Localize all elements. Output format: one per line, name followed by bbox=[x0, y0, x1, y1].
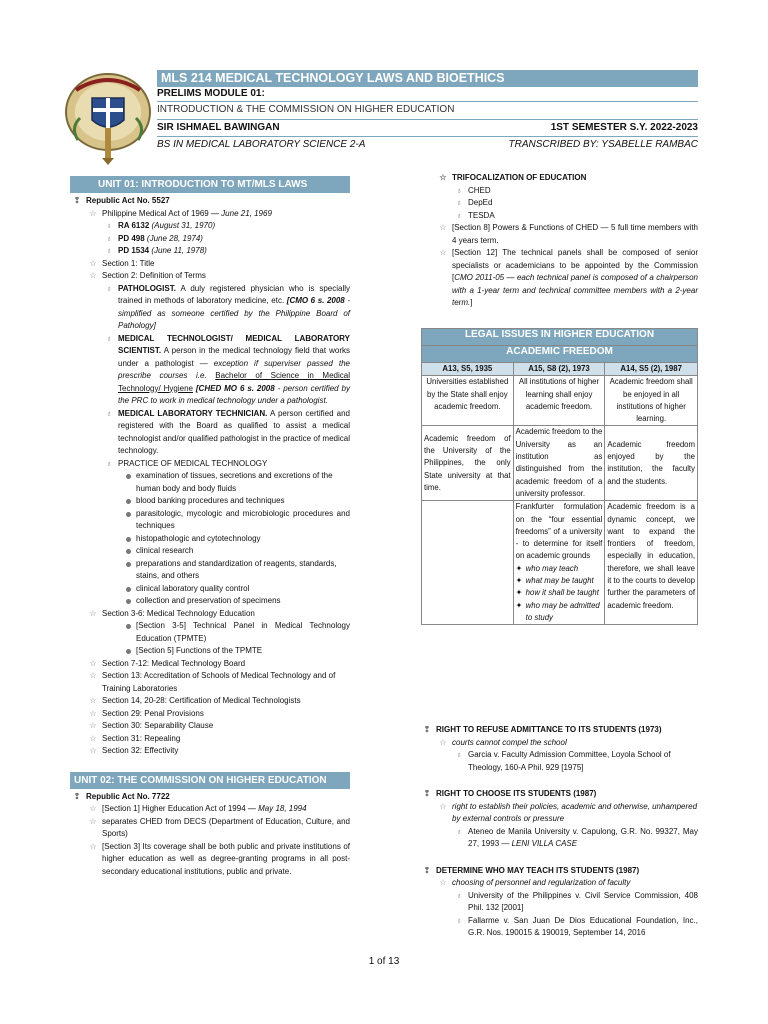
list-item: ☆ Section 2: Definition of Terms bbox=[70, 270, 350, 283]
list-item: parasitologic, mycologic and microbiologic procedures and techniques bbox=[70, 508, 350, 533]
table-cell: Academic freedom of the University of the Philippines, the only State university at that time. bbox=[422, 426, 514, 501]
list-item: ☆ [Section 12] The technical panels shall be composed of senior specialists or academicians to be appointed by the Commission [CMO 2011-05 — each technical panel is composed of a chairperson with a 1-year term and technical committee members with a 2-year term.] bbox=[420, 247, 698, 310]
table-header: A14, S5 (2), 1987 bbox=[605, 363, 698, 376]
list-item: ☆ separates CHED from DECS (Department of Education, Culture, and Sports) bbox=[70, 816, 350, 841]
unit2-title: UNIT 02: THE COMMISSION ON HIGHER EDUCATION bbox=[70, 772, 350, 789]
instructor: SIR ISHMAEL BAWINGAN bbox=[157, 122, 280, 133]
dot-bullet-icon bbox=[126, 512, 131, 517]
list-item: ☆ [Section 3] Its coverage shall be both public and private institutions of higher education as well as degree-granting programs in all post-secondary educational institutions, public and private. bbox=[70, 841, 350, 879]
list-item: histopathologic and cytotechnology bbox=[70, 533, 350, 546]
semester: 1ST SEMESTER S.Y. 2022-2023 bbox=[550, 122, 698, 133]
table-row bbox=[422, 376, 698, 426]
list-item: collection and preservation of specimens bbox=[70, 595, 350, 608]
dot-bullet-icon bbox=[126, 474, 131, 479]
bulb-bullet-icon: ♁ bbox=[106, 408, 112, 418]
bulb-bullet-icon: ♁ bbox=[456, 915, 462, 925]
list-item: [Section 5] Functions of the TPMTE bbox=[70, 645, 350, 658]
trifocal-list bbox=[420, 172, 698, 310]
star-bullet-icon: ☆ bbox=[439, 248, 447, 257]
star-bullet-icon: ☆ bbox=[89, 658, 97, 668]
list-item: ♁ PD 498 (June 28, 1974) bbox=[70, 233, 350, 246]
star-bullet-icon: ☆ bbox=[439, 878, 447, 887]
course-title: MLS 214 MEDICAL TECHNOLOGY LAWS AND BIOETHICS bbox=[157, 70, 698, 87]
star-bullet-icon: ☆ bbox=[89, 671, 97, 680]
table-cell bbox=[422, 501, 514, 625]
list-item: ☆ courts cannot compel the school bbox=[420, 737, 698, 750]
list-item: clinical laboratory quality control bbox=[70, 583, 350, 596]
list-item: examination of tissues, secretions and excretions of the human body and body fluids bbox=[70, 470, 350, 495]
table-cell: Academic freedom shall be enjoyed in all institutions of higher learning. bbox=[605, 376, 698, 426]
list-item: [Section 3-5] Technical Panel in Medical Technology Education (TPMTE) bbox=[70, 620, 350, 645]
bulb-bullet-icon: ❢ bbox=[73, 791, 81, 801]
transcriber: TRANSCRIBED BY: YSABELLE RAMBAC bbox=[508, 139, 698, 150]
page-number: 1 of 13 bbox=[368, 956, 400, 967]
diamond-bullet-icon: ✦ bbox=[515, 588, 523, 598]
diamond-bullet-icon: ✦ bbox=[515, 600, 523, 610]
dot-bullet-icon bbox=[126, 549, 131, 554]
table-cell: Academic freedom to the University as an institution as distinguished from the academic freedom of a university professor. bbox=[513, 426, 605, 501]
star-bullet-icon: ☆ bbox=[89, 271, 97, 280]
list-item: ☆ Section 1: Title bbox=[70, 258, 350, 271]
list-item: ❢ RIGHT TO CHOOSE ITS STUDENTS (1987) bbox=[420, 788, 698, 801]
list-item: ☆ choosing of personnel and regularization of faculty bbox=[420, 877, 698, 890]
list-item: ☆ Section 14, 20-28: Certification of Medical Technologists bbox=[70, 695, 350, 708]
issues-section bbox=[420, 724, 698, 940]
list-item: preparations and standardization of reagents, standards, stains, and others bbox=[70, 558, 350, 583]
list-item: ♁ MEDICAL TECHNOLOGIST/ MEDICAL LABORATORY SCIENTIST. A person in the medical technology field that works under a pathologist — exception if superviser passed the prescribe courses i.e. Bachelor of Science in Medical Technology/ Hygiene [CHED MO 6 s. 2008 - person certified by the PRC to work in medical technology under a pathologist. bbox=[70, 333, 350, 408]
bulb-bullet-icon: ♁ bbox=[456, 210, 462, 220]
list-item: ☆ [Section 1] Higher Education Act of 1994 — May 18, 1994 bbox=[70, 803, 350, 816]
dot-bullet-icon bbox=[126, 624, 131, 629]
table-row bbox=[422, 501, 698, 625]
left-column bbox=[70, 176, 350, 878]
list-item: clinical research bbox=[70, 545, 350, 558]
list-item: blood banking procedures and techniques bbox=[70, 495, 350, 508]
list-item: ♁ Garcia v. Faculty Admission Committee, Loyola School of Theology, 160-A Phil. 929 [1975] bbox=[420, 749, 698, 774]
list-item: ☆ right to establish their policies, academic and otherwise, unhampered by external controls or pressure bbox=[420, 801, 698, 826]
star-bullet-icon: ☆ bbox=[89, 696, 97, 705]
list-item: ☆ Section 30: Separability Clause bbox=[70, 720, 350, 733]
star-bullet-icon: ☆ bbox=[89, 708, 97, 718]
unit1-list bbox=[70, 195, 350, 758]
bulb-bullet-icon: ♁ bbox=[456, 826, 462, 836]
right-column bbox=[420, 172, 698, 310]
star-bullet-icon: ☆ bbox=[439, 173, 447, 182]
list-item: ❢ Republic Act No. 7722 bbox=[70, 791, 350, 804]
star-bullet-icon: ☆ bbox=[439, 801, 447, 811]
list-item: ♁ PRACTICE OF MEDICAL TECHNOLOGY bbox=[70, 458, 350, 471]
diamond-bullet-icon: ✦ bbox=[515, 563, 523, 573]
table-cell: Frankfurter formulation on the “four essential freedoms” of a university - to determine for itself on academic grounds ✦ who may teach ✦ what may be taught ✦ how it shall be taught ✦ who may be admitted to study bbox=[513, 501, 605, 625]
list-item: ☆ [Section 8] Powers & Functions of CHED — 5 full time members with 4 years term. bbox=[420, 222, 698, 247]
list-item: ☆ Section 31: Repealing bbox=[70, 733, 350, 746]
dot-bullet-icon bbox=[126, 599, 131, 604]
star-bullet-icon: ☆ bbox=[439, 737, 447, 747]
list-item: ♁ MEDICAL LABORATORY TECHNICIAN. A person certified and registered with the Board as qualified to assist a medical technologist and/or qualified pathologist in the practice of medical technology. bbox=[70, 408, 350, 458]
table-cell: Academic freedom enjoyed by the institution, the faculty and the students. bbox=[605, 426, 698, 501]
bulb-bullet-icon: ♁ bbox=[456, 198, 462, 207]
bulb-bullet-icon: ♁ bbox=[456, 890, 462, 900]
table-header: A13, S5, 1935 bbox=[422, 363, 514, 376]
list-item: ☆ Section 13: Accreditation of Schools of Medical Technology and of Training Laboratories bbox=[70, 670, 350, 695]
list-item: ♁ PD 1534 (June 11, 1978) bbox=[70, 245, 350, 258]
list-item: ☆ TRIFOCALIZATION OF EDUCATION bbox=[420, 172, 698, 185]
diamond-bullet-icon: ✦ bbox=[515, 576, 523, 586]
list-item: ♁ TESDA bbox=[420, 210, 698, 223]
bulb-bullet-icon: ♁ bbox=[456, 185, 462, 195]
list-item: ♁ RA 6132 (August 31, 1970) bbox=[70, 220, 350, 233]
star-bullet-icon: ☆ bbox=[89, 208, 97, 218]
list-item: ♁ CHED bbox=[420, 185, 698, 198]
unit2-list bbox=[70, 791, 350, 879]
star-bullet-icon: ☆ bbox=[89, 804, 97, 813]
list-item: ☆ Section 7-12: Medical Technology Board bbox=[70, 658, 350, 671]
dot-bullet-icon bbox=[126, 537, 131, 542]
bulb-bullet-icon: ♁ bbox=[106, 221, 112, 230]
star-bullet-icon: ☆ bbox=[89, 733, 97, 743]
dot-bullet-icon bbox=[126, 562, 131, 567]
table-title: LEGAL ISSUES IN HIGHER EDUCATION bbox=[422, 329, 698, 346]
list-item: ♁ PATHOLOGIST. A duly registered physician who is specially trained in methods of laboratory medicine, etc. [CMO 6 s. 2008 - simplified as someone certified by the Philippine Board of Pathology] bbox=[70, 283, 350, 333]
list-item: ♁ University of the Philippines v. Civil Service Commission, 408 Phil. 132 [2001] bbox=[420, 890, 698, 915]
list-item: ❢ DETERMINE WHO MAY TEACH ITS STUDENTS (1987) bbox=[420, 865, 698, 878]
table-cell: Universities established by the State shall enjoy academic freedom. bbox=[422, 376, 514, 426]
list-item: ☆ Section 3-6: Medical Technology Education bbox=[70, 608, 350, 621]
dot-bullet-icon bbox=[126, 499, 131, 504]
list-item: ❢ Republic Act No. 5527 bbox=[70, 195, 350, 208]
bulb-bullet-icon: ♁ bbox=[456, 750, 462, 759]
star-bullet-icon: ☆ bbox=[89, 721, 97, 730]
module-label: PRELIMS MODULE 01: bbox=[157, 88, 265, 99]
list-item: ❢ RIGHT TO REFUSE ADMITTANCE TO ITS STUDENTS (1973) bbox=[420, 724, 698, 737]
table-subtitle: ACADEMIC FREEDOM bbox=[422, 346, 698, 363]
table-header: A15, S8 (2), 1973 bbox=[513, 363, 605, 376]
star-bullet-icon: ☆ bbox=[89, 608, 97, 618]
bulb-bullet-icon: ♁ bbox=[106, 233, 112, 243]
list-item: ♁ DepEd bbox=[420, 197, 698, 210]
star-bullet-icon: ☆ bbox=[89, 258, 97, 268]
dot-bullet-icon bbox=[126, 649, 131, 654]
bulb-bullet-icon: ♁ bbox=[106, 246, 112, 255]
list-item: ☆ Section 29: Penal Provisions bbox=[70, 708, 350, 721]
bulb-bullet-icon: ❢ bbox=[73, 196, 81, 205]
bulb-bullet-icon: ♁ bbox=[106, 333, 112, 343]
bulb-bullet-icon: ♁ bbox=[106, 458, 112, 468]
list-item: ♁ Fallarme v. San Juan De Dios Educational Foundation, Inc., G.R. Nos. 190015 & 190019, September 14, 2016 bbox=[420, 915, 698, 940]
academic-freedom-table bbox=[421, 328, 698, 625]
crest-logo bbox=[62, 68, 154, 166]
dot-bullet-icon bbox=[126, 587, 131, 592]
table-cell: All institutions of higher learning shall enjoy academic freedom. bbox=[513, 376, 605, 426]
star-bullet-icon: ☆ bbox=[439, 223, 447, 232]
list-item: ☆ Section 32: Effectivity bbox=[70, 745, 350, 758]
unit1-title: UNIT 01: INTRODUCTION TO MT/MLS LAWS bbox=[70, 176, 350, 193]
bulb-bullet-icon: ❢ bbox=[423, 725, 431, 734]
table-row bbox=[422, 426, 698, 501]
star-bullet-icon: ☆ bbox=[89, 841, 97, 851]
star-bullet-icon: ☆ bbox=[89, 816, 97, 826]
list-item: ☆ Philippine Medical Act of 1969 — June 21, 1969 bbox=[70, 208, 350, 221]
bulb-bullet-icon: ❢ bbox=[423, 865, 431, 875]
module-topic: INTRODUCTION & THE COMMISSION ON HIGHER EDUCATION bbox=[157, 104, 455, 115]
bulb-bullet-icon: ♁ bbox=[106, 283, 112, 293]
table-cell: Academic freedom is a dynamic concept, we want to expand the frontiers of freedom, especially in education, therefore, we shall leave it to the courts to develop further the parameters of academic freedom. bbox=[605, 501, 698, 625]
list-item: ♁ Ateneo de Manila University v. Capulong, G.R. No. 99327, May 27, 1993 — LENI VILLA CASE bbox=[420, 826, 698, 851]
bulb-bullet-icon: ❢ bbox=[423, 789, 431, 798]
program: BS IN MEDICAL LABORATORY SCIENCE 2-A bbox=[157, 139, 366, 150]
star-bullet-icon: ☆ bbox=[89, 746, 97, 755]
